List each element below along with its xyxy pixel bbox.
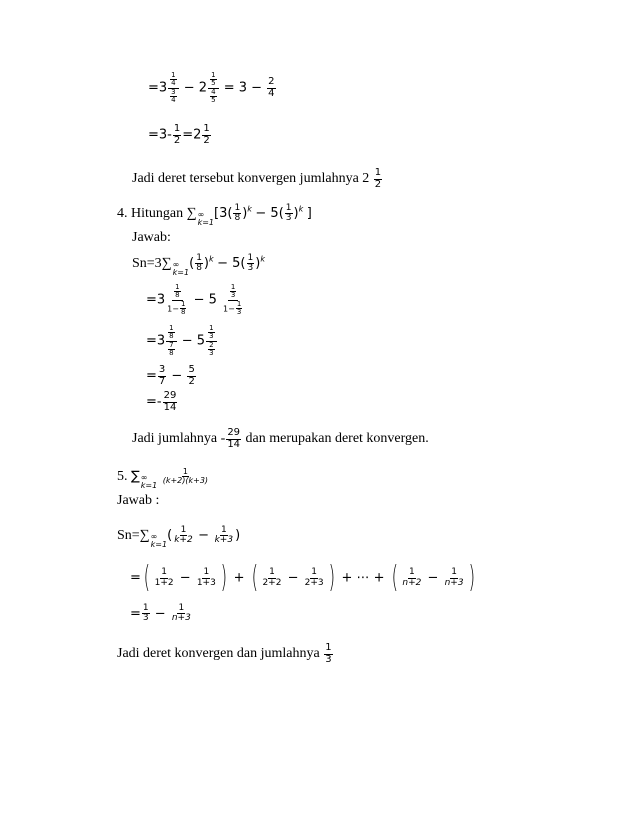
fraction [166, 325, 176, 357]
fraction [154, 568, 175, 588]
sn-text: Sn=∑ [117, 528, 150, 544]
frac-den: 7 [158, 375, 166, 387]
fraction [168, 72, 178, 104]
fraction [206, 325, 216, 357]
fraction [187, 365, 195, 387]
eq-text: = [130, 606, 141, 622]
frac-den: 3 [236, 308, 242, 317]
frac-den: 3 [209, 349, 214, 358]
sn-line-4: Sn=3∑ ∞ k=1 ( $\frac{1}{8}$ )$^k$ − 5( $\frac{1}{3}$ )$^k$ [132, 253, 265, 278]
sum-upper: ∞ [140, 473, 148, 483]
frac-den: 1+2 [154, 577, 174, 588]
frac-den: 8 [175, 291, 180, 300]
frac-den: 4 [171, 79, 176, 88]
frac-num: 1 [142, 603, 149, 613]
frac-num: 1 [203, 123, 210, 134]
frac-num: 1 [171, 71, 176, 79]
fraction [374, 168, 382, 190]
frac-num: 1 [161, 567, 167, 578]
frac-den: 5 [211, 96, 216, 105]
conclusion-line-3 [132, 168, 383, 190]
minus-text: − [287, 570, 299, 586]
frac-num: 1 [325, 642, 332, 653]
sum-upper: ∞ [197, 210, 205, 220]
sum-symbol: ∑ [131, 469, 140, 485]
conclusion-text: Jadi deret konvergen dan jumlahnya [117, 646, 320, 662]
problem-4-title: 4. Hitungan ∑ ∞ k=1 [3( $\frac{1}{8}$ )$^k$ − 5( $\frac{1}{3}$ )$^k$ ] [117, 203, 312, 228]
jawab-label-5: Jawab : [117, 493, 160, 508]
frac-num: 1 [269, 567, 275, 578]
equation-line-1 [148, 72, 277, 104]
frac-num: 3 [158, 364, 166, 375]
frac-num: 1 [209, 324, 214, 332]
conclusion-text: Jadi deret tersebut konvergen jumlahnya 2 [132, 171, 370, 187]
equation-row-4-1 [146, 284, 245, 316]
frac-den: 2+2 [262, 577, 282, 588]
frac-num: 1 [173, 123, 181, 134]
frac-num: 1 [182, 467, 188, 476]
eq-text: ] [306, 206, 312, 222]
frac-num: 2 [209, 340, 214, 349]
eq-text: =3 [148, 80, 168, 96]
frac-num: 29 [163, 390, 177, 401]
fraction [247, 254, 255, 274]
equation-row-4-4 [146, 391, 178, 413]
eq-text: =- [146, 394, 162, 410]
minus-text: − [427, 570, 439, 586]
frac-den: 2 [173, 134, 181, 146]
conclusion-5 [117, 643, 334, 665]
minus-text: − [198, 528, 210, 544]
minus-text: − 5 [193, 292, 217, 308]
frac-num: 1 [175, 283, 180, 291]
frac-num: 1 [178, 603, 185, 613]
frac-den: 14 [163, 401, 177, 413]
frac-den: 1− [223, 304, 235, 314]
frac-num: 1 [409, 567, 415, 578]
eq-text: =3- [148, 127, 172, 143]
fraction [226, 428, 241, 450]
jawab-label-4: Jawab: [132, 230, 171, 245]
frac-num: 2 [268, 76, 275, 88]
frac-den: k+2 [174, 535, 193, 546]
eq-text: − 5( [217, 256, 246, 272]
eq-text: ( [167, 528, 173, 544]
sum-limits [172, 261, 189, 277]
frac-den: 8 [180, 308, 186, 317]
frac-den: 4 [171, 96, 176, 105]
frac-den: 14 [227, 438, 241, 450]
fraction [163, 391, 178, 413]
fraction [261, 568, 282, 588]
exponent: k [209, 254, 214, 264]
equation-row-5-2 [130, 604, 193, 624]
fraction [401, 568, 422, 588]
frac-den: 2+3 [304, 577, 324, 588]
eq-text: =3 [146, 333, 166, 349]
equation-row-4-2 [146, 325, 218, 357]
exponent: k [298, 204, 304, 214]
frac-num: 1 [196, 253, 202, 263]
equation-row-5-1: =( $\frac{1}{1+2}$ − $\frac{1}{1+3}$ ) + ( $\frac{1}{2+2}$ − $\frac{1}{2+3}$ ) + ⋯ + ( $\frac{1}{n+2}$ − $\frac{1}{n+3}$ ) [130, 560, 475, 595]
frac-num: 1 [169, 324, 174, 332]
equation-line-2 [148, 124, 212, 146]
minus-text: − [179, 570, 191, 586]
fraction [214, 526, 234, 546]
fraction [444, 568, 465, 588]
fraction [171, 604, 192, 624]
frac-den: n+2 [402, 577, 422, 588]
minus-text: − 5 [181, 333, 206, 349]
fraction [196, 568, 217, 588]
eq-text: = [130, 570, 141, 586]
exponent: k [247, 204, 252, 214]
conclusion-text: dan merupakan deret konvergen. [245, 431, 429, 447]
fraction [166, 284, 188, 316]
frac-den: n+3 [171, 613, 191, 624]
frac-num: 1 [180, 525, 187, 535]
fraction [233, 204, 241, 224]
frac-num: 1 [234, 203, 241, 213]
problem-title: 5. [117, 469, 128, 485]
frac-den: 3 [142, 613, 149, 624]
frac-num: 1 [451, 567, 457, 578]
minus-text: − 2 [183, 80, 208, 96]
frac-num: 1 [374, 167, 382, 178]
frac-den: 2 [188, 375, 195, 387]
eq-text: = [146, 368, 157, 384]
frac-num: 1 [236, 299, 242, 308]
fraction [267, 77, 275, 99]
frac-num: 1 [211, 71, 216, 79]
fraction [158, 365, 166, 387]
fraction [285, 204, 293, 224]
sum-upper: ∞ [150, 532, 158, 542]
frac-num: 3 [171, 87, 176, 96]
frac-num: 1 [311, 567, 317, 578]
frac-num: 1 [247, 253, 254, 263]
frac-den: 1− [167, 304, 179, 314]
fraction [222, 284, 244, 316]
frac-den: 8 [234, 213, 241, 224]
sum-lower: k=1 [150, 540, 168, 550]
sn-text: Sn=3∑ [132, 256, 172, 272]
frac-den: n+3 [444, 577, 464, 588]
frac-den: 3 [247, 263, 254, 274]
sum-upper: ∞ [172, 260, 180, 270]
frac-num: 1 [220, 525, 227, 535]
eq-text: = 3 − [223, 80, 263, 96]
frac-num: 7 [169, 340, 174, 349]
frac-num: 4 [211, 87, 216, 96]
eq-text: ) [235, 528, 241, 544]
minus-text: − [171, 368, 183, 384]
sum-limits [140, 474, 157, 490]
frac-num: 1 [180, 299, 186, 308]
eq-text: ( [189, 256, 195, 272]
frac-den: 5 [211, 79, 216, 88]
fraction [208, 72, 218, 104]
fraction [324, 643, 332, 665]
fraction [173, 526, 193, 546]
sum-limits [197, 211, 214, 227]
exponent: k [260, 254, 265, 264]
conclusion-text: Jadi jumlahnya - [132, 431, 226, 447]
equation-row-4-3 [146, 365, 197, 387]
eq-text: [3( [214, 206, 233, 222]
frac-den: 8 [196, 263, 202, 274]
fraction [142, 604, 150, 624]
fraction [173, 124, 181, 146]
conclusion-4 [132, 428, 429, 450]
frac-num: 29 [227, 427, 241, 438]
sum-limits [150, 533, 167, 549]
eq-text: =2 [182, 127, 202, 143]
frac-num: 5 [188, 364, 195, 375]
plus-text: + [233, 570, 245, 586]
frac-den: k+3 [214, 535, 234, 546]
ellipsis-text: + ⋯ + [341, 570, 385, 586]
frac-den: 3 [285, 213, 292, 224]
frac-den: 2 [203, 134, 210, 146]
sum-lower: k=1 [140, 481, 158, 491]
eq-text: − 5( [255, 206, 284, 222]
frac-den: 8 [169, 332, 174, 341]
frac-den: (k+2)(k+3) [162, 476, 209, 486]
frac-den: 4 [268, 87, 275, 99]
fraction [304, 568, 325, 588]
problem-title: 4. Hitungan ∑ [117, 206, 197, 222]
minus-text: − [154, 606, 166, 622]
eq-text: =3 [146, 292, 166, 308]
frac-num: 1 [285, 203, 292, 213]
frac-den: 1+3 [196, 577, 216, 588]
fraction [162, 468, 209, 486]
frac-den: 3 [230, 291, 236, 300]
sum-lower: k=1 [172, 268, 190, 278]
frac-num: 1 [203, 567, 210, 578]
frac-den: 3 [325, 653, 332, 665]
frac-num: 1 [230, 283, 236, 291]
frac-den: 3 [209, 332, 214, 341]
sn-line-5 [117, 526, 240, 549]
frac-den: 2 [374, 178, 382, 190]
problem-5-title [117, 468, 210, 490]
fraction [202, 124, 210, 146]
frac-den: 8 [169, 349, 174, 358]
sum-lower: k=1 [197, 218, 215, 228]
fraction [195, 254, 203, 274]
